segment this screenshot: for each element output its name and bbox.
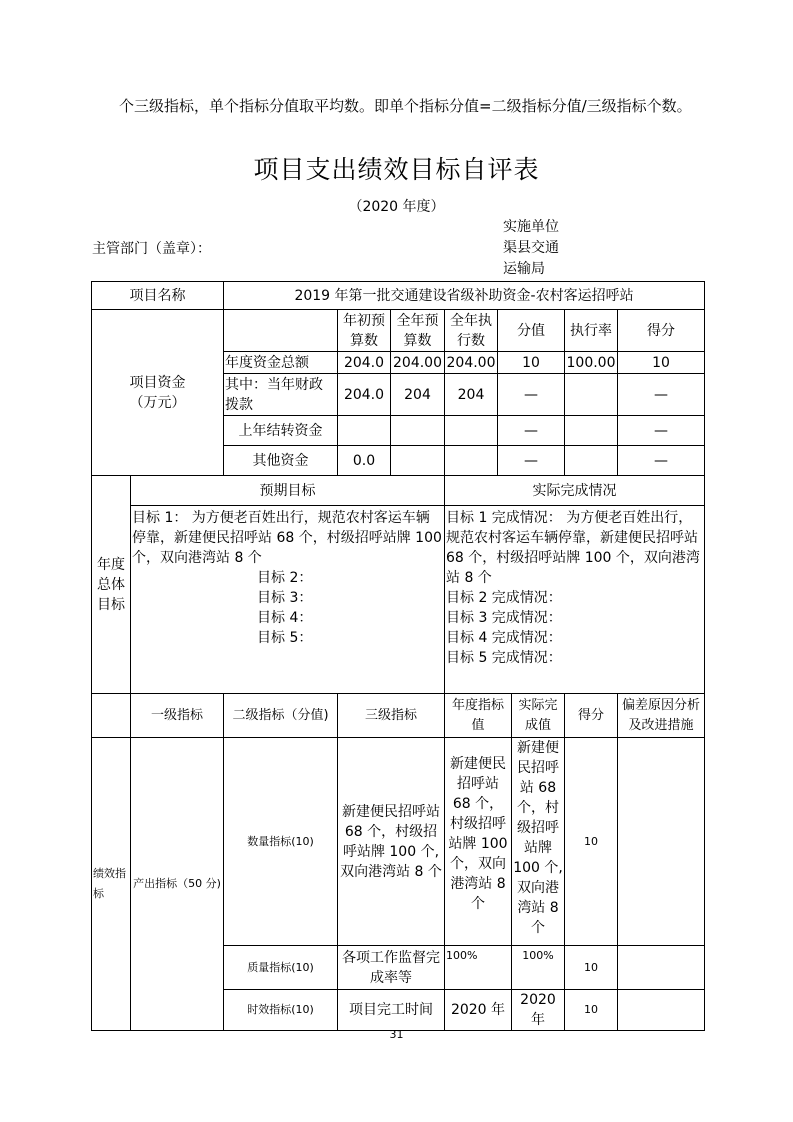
indicator-header: 一级指标 (131, 694, 224, 738)
funds-cell (565, 416, 618, 446)
result-item: 目标 1 完成情况： 为方便老百姓出行，规范农村客运车辆停靠，新建便民招呼站 68 个，村级招呼站牌 100 个，双向港湾站 8 个 (446, 510, 700, 586)
actual-value: 新建便民招呼站 68 个，村级招呼站牌 100 个,双向港湾站 8 个 (512, 738, 565, 946)
actual-result-header: 实际完成情况 (445, 476, 705, 506)
result-item: 目标 4 完成情况： (446, 630, 562, 646)
actual-value: 2020 年 (512, 990, 565, 1031)
funds-row-name: 其他资金 (224, 446, 338, 476)
impl-unit-line: 运输局 (503, 261, 545, 277)
indicator-score: 10 (565, 946, 618, 990)
funds-cell: 204 (445, 374, 498, 416)
annual-target: 新建便民招呼站 68 个，村级招呼站牌 100 个，双向港湾站 8 个 (445, 738, 512, 946)
funds-header: 全年预算数 (391, 310, 445, 352)
funds-cell: 204 (391, 374, 445, 416)
funds-row-name: 年度资金总额 (224, 352, 338, 374)
funds-row-name: 上年结转资金 (224, 416, 338, 446)
indicator-header: 二级指标（分值) (224, 694, 338, 738)
level3-indicator: 项目完工时间 (338, 990, 445, 1031)
funds-row-name: 其中：当年财政拨款 (224, 374, 338, 416)
report-year: （2020 年度） (348, 199, 445, 215)
funds-header: 全年执行数 (445, 310, 498, 352)
project-name-label: 项目名称 (92, 282, 224, 310)
funds-cell: 10 (498, 352, 565, 374)
annual-goal-label: 年度总体目标 (92, 476, 131, 694)
result-item: 目标 3 完成情况： (446, 610, 562, 626)
actual-value: 100% (512, 946, 565, 990)
goal-item: 目标 1： 为方便老百姓出行，规范农村客运车辆停靠，新建便民招呼站 68 个，村级招呼站牌 100 个，双向港湾站 8 个 (132, 510, 442, 566)
deviation-note (618, 990, 705, 1031)
goal-item: 目标 3： (257, 590, 313, 606)
funds-header: 分值 (498, 310, 565, 352)
funds-cell (445, 446, 498, 476)
indicator-header: 年度指标值 (445, 694, 512, 738)
level3-indicator: 新建便民招呼站 68 个，村级招呼站牌 100 个,双向港湾站 8 个 (338, 738, 445, 946)
funds-cell: 0.0 (338, 446, 391, 476)
intro-text: 个三级指标，单个指标分值取平均数。即单个指标分值=二级指标分值/三级指标个数。 (119, 97, 692, 115)
funds-cell: — (618, 416, 705, 446)
level1-indicator: 产出指标（50 分) (131, 738, 224, 1031)
evaluation-table (91, 281, 705, 1031)
funds-cell: 10 (618, 352, 705, 374)
funds-cell: — (498, 416, 565, 446)
funds-cell: — (618, 446, 705, 476)
level3-indicator: 各项工作监督完成率等 (338, 946, 445, 990)
funds-label: 项目资金 （万元） (92, 310, 224, 476)
funds-cell: 204.0 (338, 352, 391, 374)
page-title: 项目支出绩效目标自评表 (253, 155, 540, 184)
funds-header: 年初预算数 (338, 310, 391, 352)
performance-indicator-label: 绩效指标 (92, 738, 131, 1031)
indicator-header-blank (92, 694, 131, 738)
funds-cell: — (498, 374, 565, 416)
indicator-header: 三级指标 (338, 694, 445, 738)
funds-cell (391, 416, 445, 446)
expected-goals (131, 506, 445, 694)
deviation-note (618, 946, 705, 990)
funds-cell: — (498, 446, 565, 476)
indicator-score: 10 (565, 738, 618, 946)
funds-header-blank (224, 310, 338, 352)
goal-item: 目标 5： (257, 630, 313, 646)
result-item: 目标 5 完成情况： (446, 650, 562, 666)
funds-cell (565, 446, 618, 476)
indicator-header: 实际完成值 (512, 694, 565, 738)
goal-item: 目标 4： (257, 610, 313, 626)
funds-cell (391, 446, 445, 476)
funds-cell (565, 374, 618, 416)
funds-cell (338, 416, 391, 446)
funds-cell: 204.00 (391, 352, 445, 374)
annual-target: 2020 年 (445, 990, 512, 1031)
actual-results (445, 506, 705, 694)
funds-header: 执行率 (565, 310, 618, 352)
level2-indicator: 时效指标(10) (224, 990, 338, 1031)
page-number: 31 (389, 1028, 404, 1041)
funds-cell: — (618, 374, 705, 416)
impl-unit-line: 实施单位 (503, 219, 559, 235)
goal-item: 目标 2： (257, 570, 313, 586)
annual-target: 100% (445, 946, 512, 990)
deviation-note (618, 738, 705, 946)
impl-unit-line: 渠县交通 (503, 240, 559, 256)
funds-cell (445, 416, 498, 446)
indicator-header: 偏差原因分析及改进措施 (618, 694, 705, 738)
indicator-score: 10 (565, 990, 618, 1031)
level2-indicator: 质量指标(10) (224, 946, 338, 990)
indicator-header: 得分 (565, 694, 618, 738)
result-item: 目标 2 完成情况： (446, 590, 562, 606)
funds-header: 得分 (618, 310, 705, 352)
funds-cell: 100.00 (565, 352, 618, 374)
expected-goal-header: 预期目标 (131, 476, 445, 506)
funds-cell: 204.0 (338, 374, 391, 416)
level2-indicator: 数量指标(10) (224, 738, 338, 946)
implementing-unit (503, 217, 559, 280)
funds-cell: 204.00 (445, 352, 498, 374)
project-name-value: 2019 年第一批交通建设省级补助资金-农村客运招呼站 (224, 282, 705, 310)
department-label: 主管部门（盖章）： (92, 241, 211, 257)
